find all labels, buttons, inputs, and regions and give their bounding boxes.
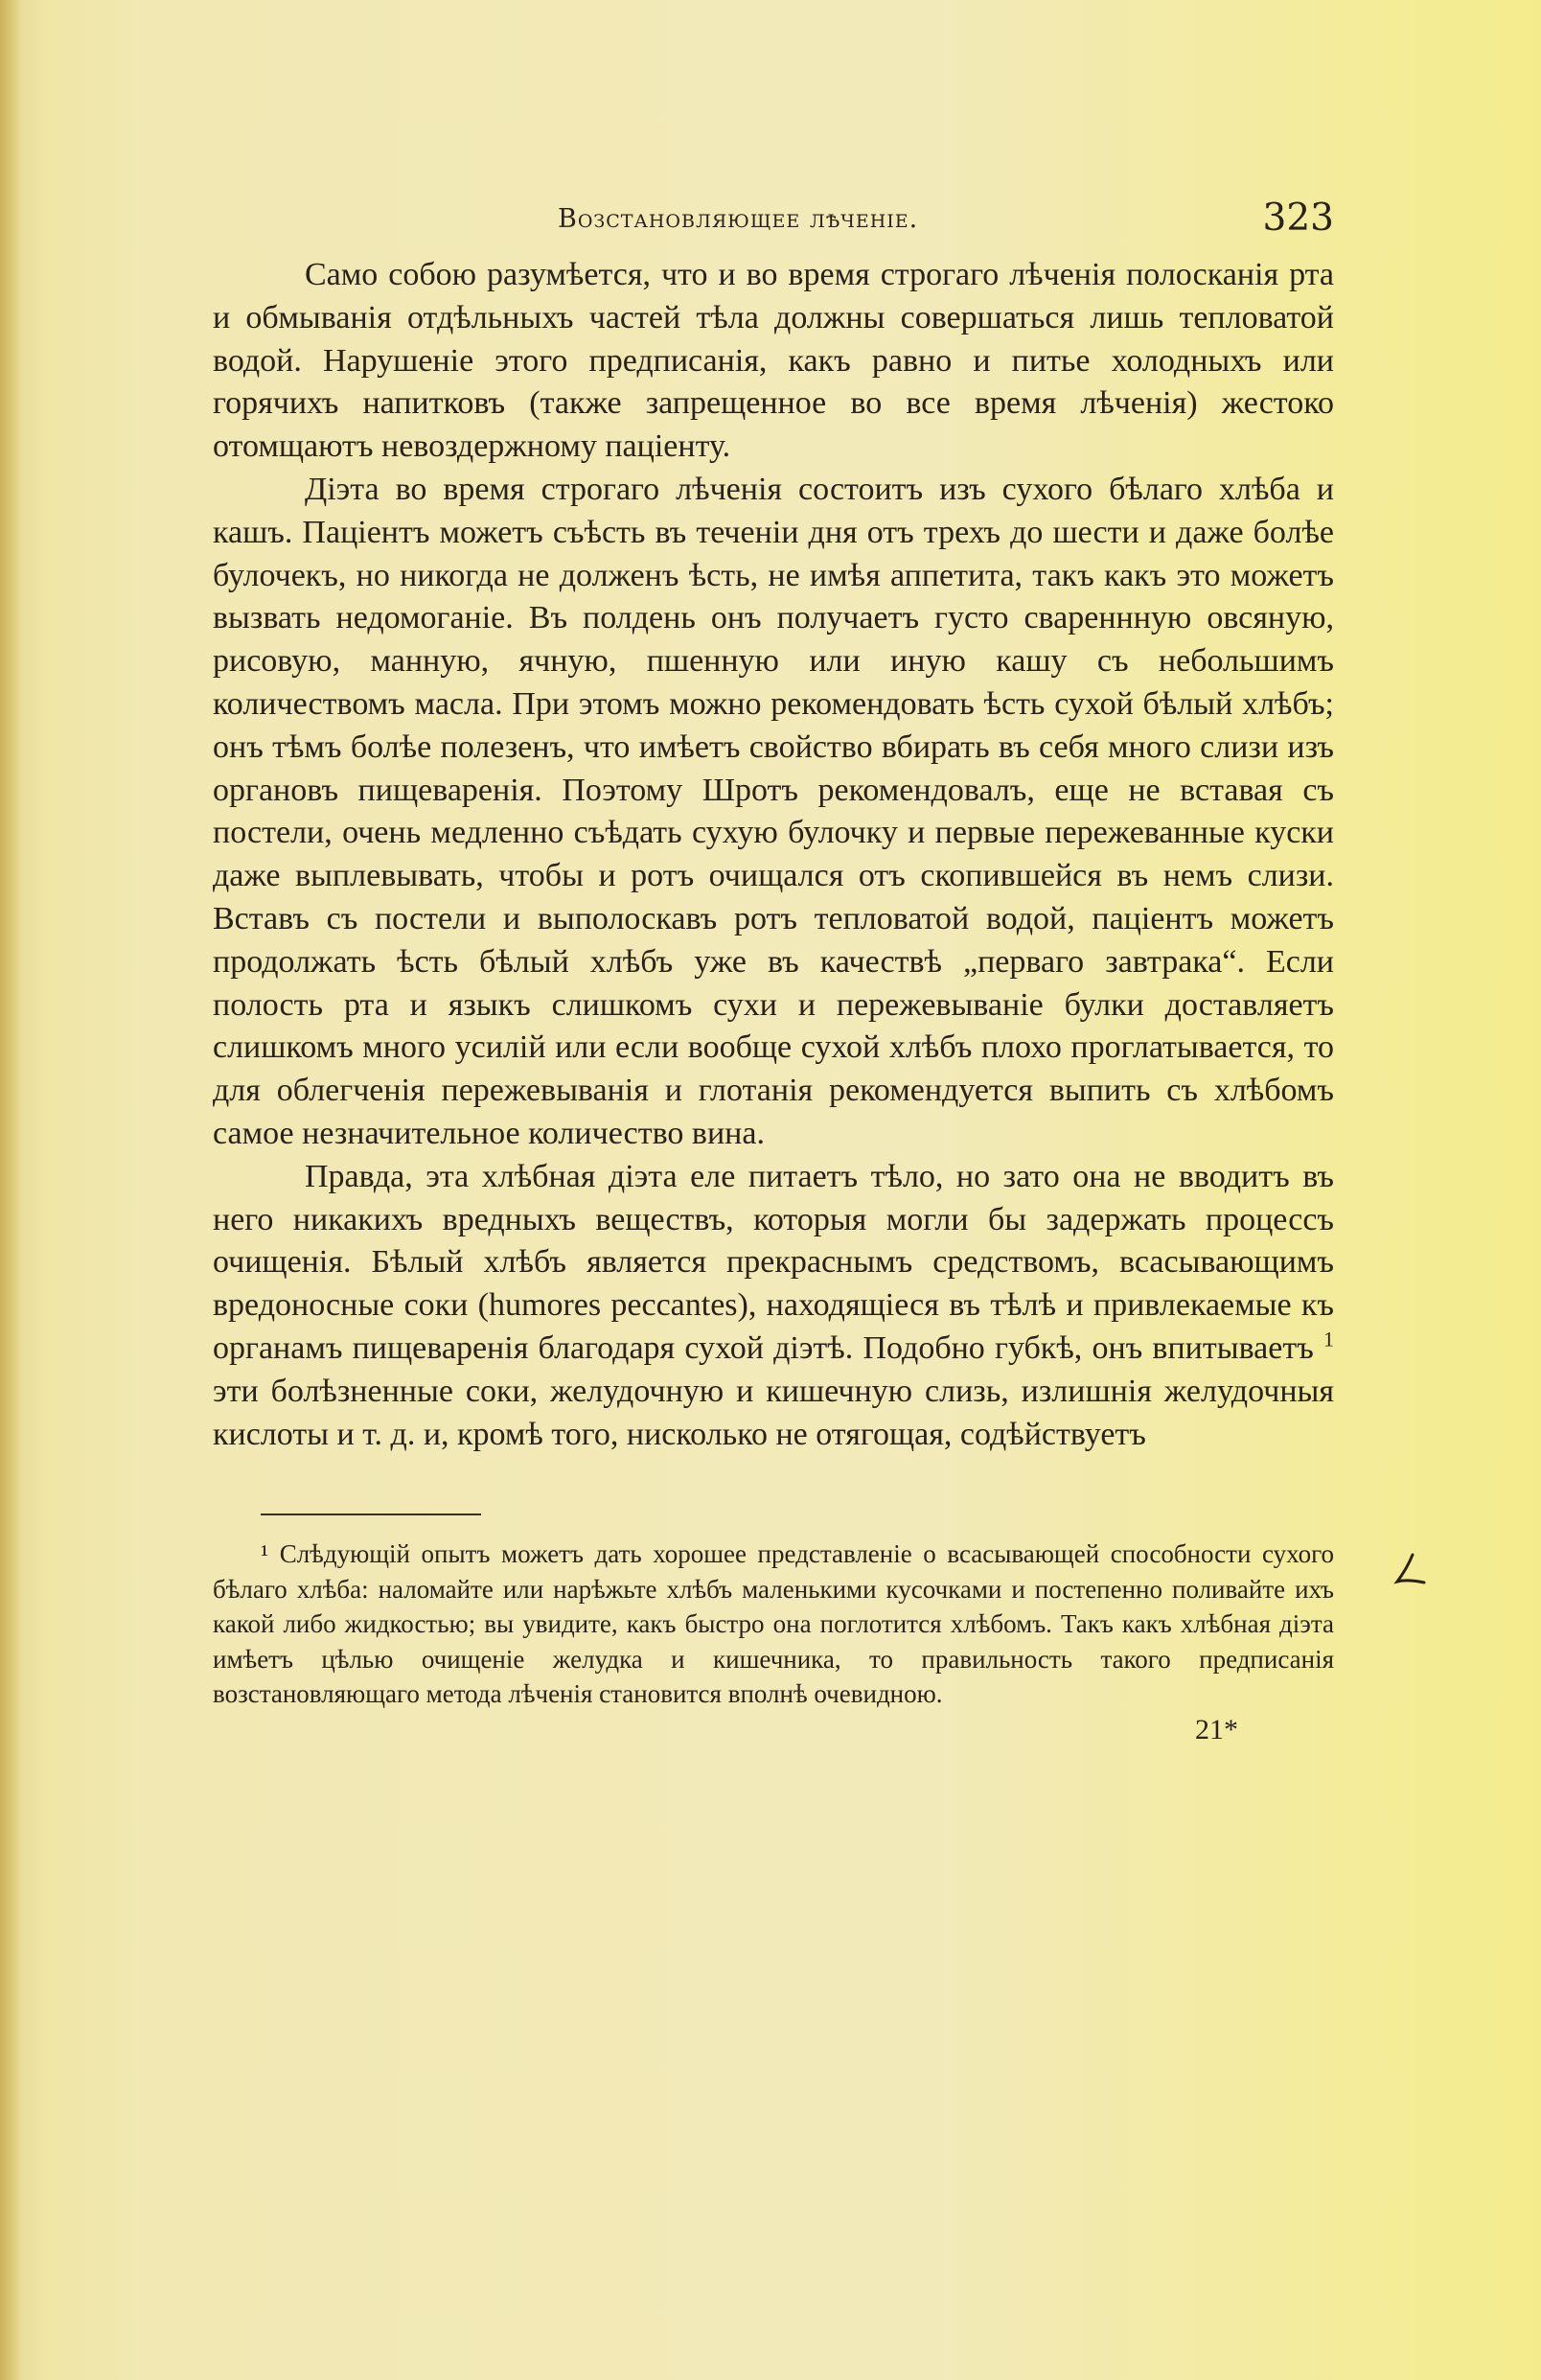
running-title: Возстановляющее лѣченіе.	[558, 204, 919, 234]
paragraph-3	[213, 1156, 1334, 1457]
printer-signature: 21*	[1195, 1713, 1238, 1745]
footnote-text: Слѣдующій опытъ можетъ дать хорошее представленіе о всасывающей способности сухого бѣлаго хлѣба: наломайте или нарѣжьте хлѣбъ маленькими кусочками и постепенно поливайте ихъ какой либо жидкостью; вы увидите, какъ быстро она поглотится хлѣбомъ. Такъ какъ хлѣбная діэта имѣетъ цѣлью очищеніе желудка и кишечника, то правильность такого предписанія возстановляющаго метода лѣченія становится вполнѣ очевидною.	[213, 1539, 1334, 1709]
page-number: 323	[1262, 196, 1334, 240]
footnote-text-line	[213, 1537, 1334, 1712]
paragraph-3-part-2: эти болѣзненные соки, желудочную и кишечную слизь, излишнія желудочныя кислоты и т. д. и, кромѣ того, нисколько не отягощая, содѣйствуетъ	[213, 1373, 1334, 1452]
paragraph-2: Діэта во время строгаго лѣченія состоитъ изъ сухого бѣлаго хлѣба и кашъ. Паціентъ можетъ съѣсть въ теченіи дня отъ трехъ до шести и даже болѣе булочекъ, но никогда не долженъ ѣсть, не имѣя аппетита, такъ какъ это можетъ вызвать недомоганіе. Въ полдень онъ получаетъ густо свареннную овсяную, рисовую, манную, ячную, пшенную или иную кашу съ небольшимъ количествомъ масла. При этомъ можно рекомендовать ѣсть сухой бѣлый хлѣбъ; онъ тѣмъ болѣе полезенъ, что имѣетъ свойство вбирать въ себя много слизи изъ органовъ пищеваренія. Поэтому Шротъ рекомендовалъ, еще не вставая съ постели, очень медленно съѣдать сухую булочку и первые пережеванные куски даже выплевывать, чтобы и ротъ очищался отъ скопившейся въ немъ слизи. Вставъ съ постели и выполоскавъ ротъ тепловатой водой, паціентъ можетъ продолжать ѣсть бѣлый хлѣбъ уже въ качествѣ „перваго завтрака“. Если полость рта и языкъ слишкомъ сухи и пережевываніе булки доставляетъ слишкомъ много усилій или если вообще сухой хлѣбъ плохо проглатывается, то для облегченія пережевыванія и глотанія рекомендуется выпить съ хлѣбомъ самое незначительное количество вина.	[213, 471, 1334, 1151]
paragraph-3-part-1: Правда, эта хлѣбная діэта еле питаетъ тѣло, но зато она не вводитъ въ него никакихъ вредныхъ веществъ, которыя могли бы задержать процессъ очищенія. Бѣлый хлѣбъ является прекраснымъ средствомъ, всасывающимъ вредоносные соки (humores peccantes), находящіеся въ тѣлѣ и привлекаемые къ органамъ пищеваренія благодаря сухой діэтѣ. Подобно губкѣ, онъ впитываетъ	[213, 1158, 1334, 1366]
footnote-divider	[261, 1513, 481, 1515]
paragraph-1: Само собою разумѣется, что и во время строгаго лѣченія полосканія рта и обмыванія отдѣльныхъ частей тѣла должны совершаться лишь тепловатой водой. Нарушеніе этого предписанія, какъ равно и питье холодныхъ или горячихъ напитковъ (также запрещенное во все время лѣченія) жестоко отомщаютъ невоздержному паціенту.	[213, 257, 1334, 465]
book-page	[213, 196, 1334, 1746]
handwritten-margin-mark-icon	[1392, 1551, 1430, 1589]
book-binding-edge	[0, 0, 21, 2380]
footnote	[213, 1537, 1334, 1712]
main-text	[213, 254, 1334, 1456]
running-head	[213, 196, 1334, 254]
footnote-reference[interactable]: 1	[1323, 1327, 1334, 1352]
footnote-marker: ¹	[261, 1539, 269, 1569]
